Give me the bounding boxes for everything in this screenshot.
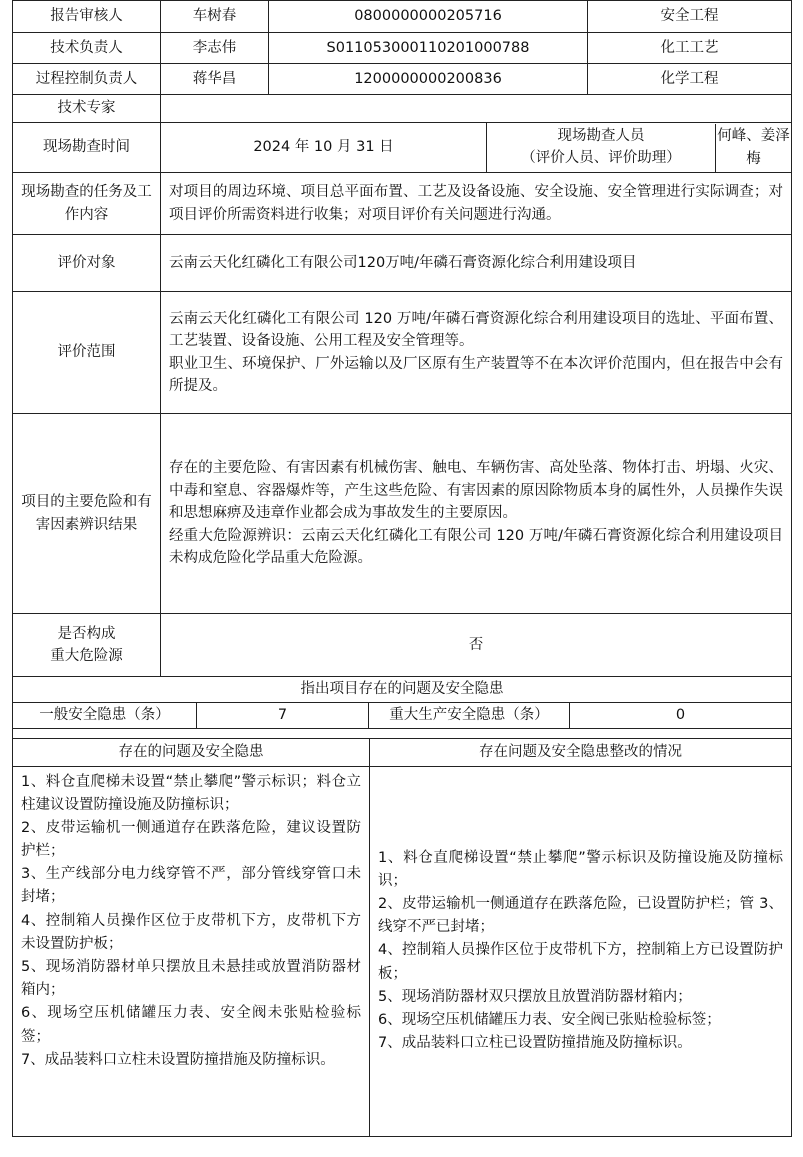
tech-expert-label: 技术专家 [13, 95, 161, 123]
survey-personnel-label-line1: 现场勘查人员 [557, 128, 645, 145]
issues-title-row [13, 677, 792, 703]
staff-role: 过程控制负责人 [13, 64, 161, 95]
task-row [13, 173, 792, 235]
rectification-item: 5、现场消防器材双只摆放且放置消防器材箱内； [378, 988, 692, 1005]
staff-cert-no: 1200000000200836 [269, 64, 588, 95]
tech-expert-value [161, 95, 792, 123]
issues-header-row [13, 738, 792, 766]
rectification-item: 1、料仓直爬梯设置“禁止攀爬”警示标识及防撞设施及防撞标识； [378, 849, 783, 889]
staff-name: 车树春 [161, 1, 269, 33]
problem-item: 4、控制箱人员操作区位于皮带机下方，皮带机下方未设置防护板； [21, 912, 361, 952]
problem-item: 6、现场空压机储罐压力表、安全阀未张贴检验标签； [21, 1005, 361, 1045]
staff-specialty: 化学工程 [588, 64, 792, 95]
rectification-item: 7、成品装料口立柱已设置防撞措施及防撞标识。 [378, 1035, 692, 1052]
staff-name: 蒋华昌 [161, 64, 269, 95]
problem-item: 3、生产线部分电力线穿管不严，部分管线穿管口未封堵； [21, 866, 361, 906]
major-hazard-row [13, 614, 792, 677]
issues-content-row [13, 766, 792, 1136]
object-label: 评价对象 [13, 235, 161, 292]
major-hazard-value: 否 [161, 614, 792, 677]
staff-cert-no: 0800000000205716 [269, 1, 588, 33]
scope-paragraph: 职业卫生、环境保护、厂外运输以及厂区原有生产装置等不在本次评价范围内，但在报告中会有所提及。 [169, 355, 784, 394]
major-issues-label: 重大生产安全隐患（条） [369, 703, 570, 729]
rectifications-header: 存在问题及安全隐患整改的情况 [370, 738, 792, 766]
problem-item: 5、现场消防器材单只摆放且未悬挂或放置消防器材箱内； [21, 959, 361, 999]
object-content: 云南云天化红磷化工有限公司120万吨/年磷石膏资源化综合利用建设项目 [161, 235, 792, 292]
survey-personnel-value: 何峰、姜泽梅 [717, 128, 790, 167]
scope-row [13, 292, 792, 414]
staff-row [13, 1, 792, 33]
major-hazard-label-line2: 重大危险源 [50, 648, 123, 664]
problems-header: 存在的问题及安全隐患 [13, 738, 370, 766]
staff-row [13, 33, 792, 64]
survey-personnel-label [487, 124, 716, 172]
survey-time-value: 2024 年 10 月 31 日 [161, 123, 487, 173]
staff-cert-no: S011053000110201000788 [269, 33, 588, 64]
object-row [13, 235, 792, 292]
hazards-paragraph: 存在的主要危险、有害因素有机械伤害、触电、车辆伤害、高处坠落、物体打击、坍塌、火灾、中毒和窒息、容器爆炸等，产生这些危险、有害因素的原因除物质本身的属性外，人员操作失误和思想麻痹及违章作业都会成为事故发生的主要原因。 [169, 460, 784, 522]
hazards-label: 项目的主要危险和有害因素辨识结果 [13, 414, 161, 614]
survey-row [13, 123, 792, 173]
evaluation-form-page [12, 0, 791, 1137]
problem-item: 1、料仓直爬梯未设置“禁止攀爬”警示标识；料仓立柱建议设置防撞设施及防撞标识； [21, 773, 361, 813]
rectification-item: 4、控制箱人员操作区位于皮带机下方，控制箱上方已设置防护板； [378, 942, 783, 982]
issues-table [12, 676, 792, 739]
task-content: 对项目的周边环境、项目总平面布置、工艺及设备设施、安全设施、安全管理进行实际调查；对项目评价所需资料进行收集；对项目评价有关问题进行沟通。 [161, 173, 792, 235]
major-hazard-label [13, 614, 161, 677]
staff-role: 技术负责人 [13, 33, 161, 64]
rectification-item: 6、现场空压机储罐压力表、安全阀已张贴检验标签； [378, 1011, 721, 1028]
issues-section-title: 指出项目存在的问题及安全隐患 [13, 677, 792, 703]
hazards-content [161, 414, 792, 614]
major-hazard-label-line1: 是否构成 [57, 625, 116, 642]
scope-label: 评价范围 [13, 292, 161, 414]
hazards-paragraph: 经重大危险源辨识：云南云天化红磷化工有限公司 120 万吨/年磷石膏资源化综合利用建设项目未构成危险化学品重大危险源。 [169, 527, 784, 567]
issues-count-row [13, 703, 792, 729]
staff-name: 李志伟 [161, 33, 269, 64]
scope-content [161, 292, 792, 414]
survey-time-label: 现场勘查时间 [13, 123, 161, 173]
major-issues-count: 0 [570, 703, 792, 729]
evaluation-info-table [12, 0, 792, 677]
general-issues-count: 7 [197, 703, 369, 729]
problem-item: 7、成品装料口立柱未设置防撞措施及防撞标识。 [21, 1051, 335, 1068]
survey-personnel-label-line2: （评价人员、评价助理） [521, 149, 681, 166]
staff-specialty: 安全工程 [588, 1, 792, 33]
issues-detail-table [12, 738, 792, 1137]
problem-item: 2、皮带运输机一侧通道存在跌落危险，建议设置防护栏； [21, 819, 361, 860]
rectifications-list [370, 766, 792, 1136]
staff-row [13, 64, 792, 95]
general-issues-label: 一般安全隐患（条） [13, 703, 197, 729]
hazards-row [13, 414, 792, 614]
task-label: 现场勘查的任务及工作内容 [13, 173, 161, 235]
survey-personnel-cell [487, 123, 792, 173]
scope-paragraph: 云南云天化红磷化工有限公司 120 万吨/年磷石膏资源化综合利用建设项目的选址、平面布置、工艺装置、设备设施、公用工程及安全管理等。 [169, 310, 784, 350]
problems-list [13, 766, 370, 1136]
staff-specialty: 化工工艺 [588, 33, 792, 64]
tech-expert-row [13, 95, 792, 123]
staff-role: 报告审核人 [13, 1, 161, 33]
rectification-item: 2、皮带运输机一侧通道存在跌落危险，已设置防护栏；管 3、线穿不严已封堵； [378, 896, 783, 936]
